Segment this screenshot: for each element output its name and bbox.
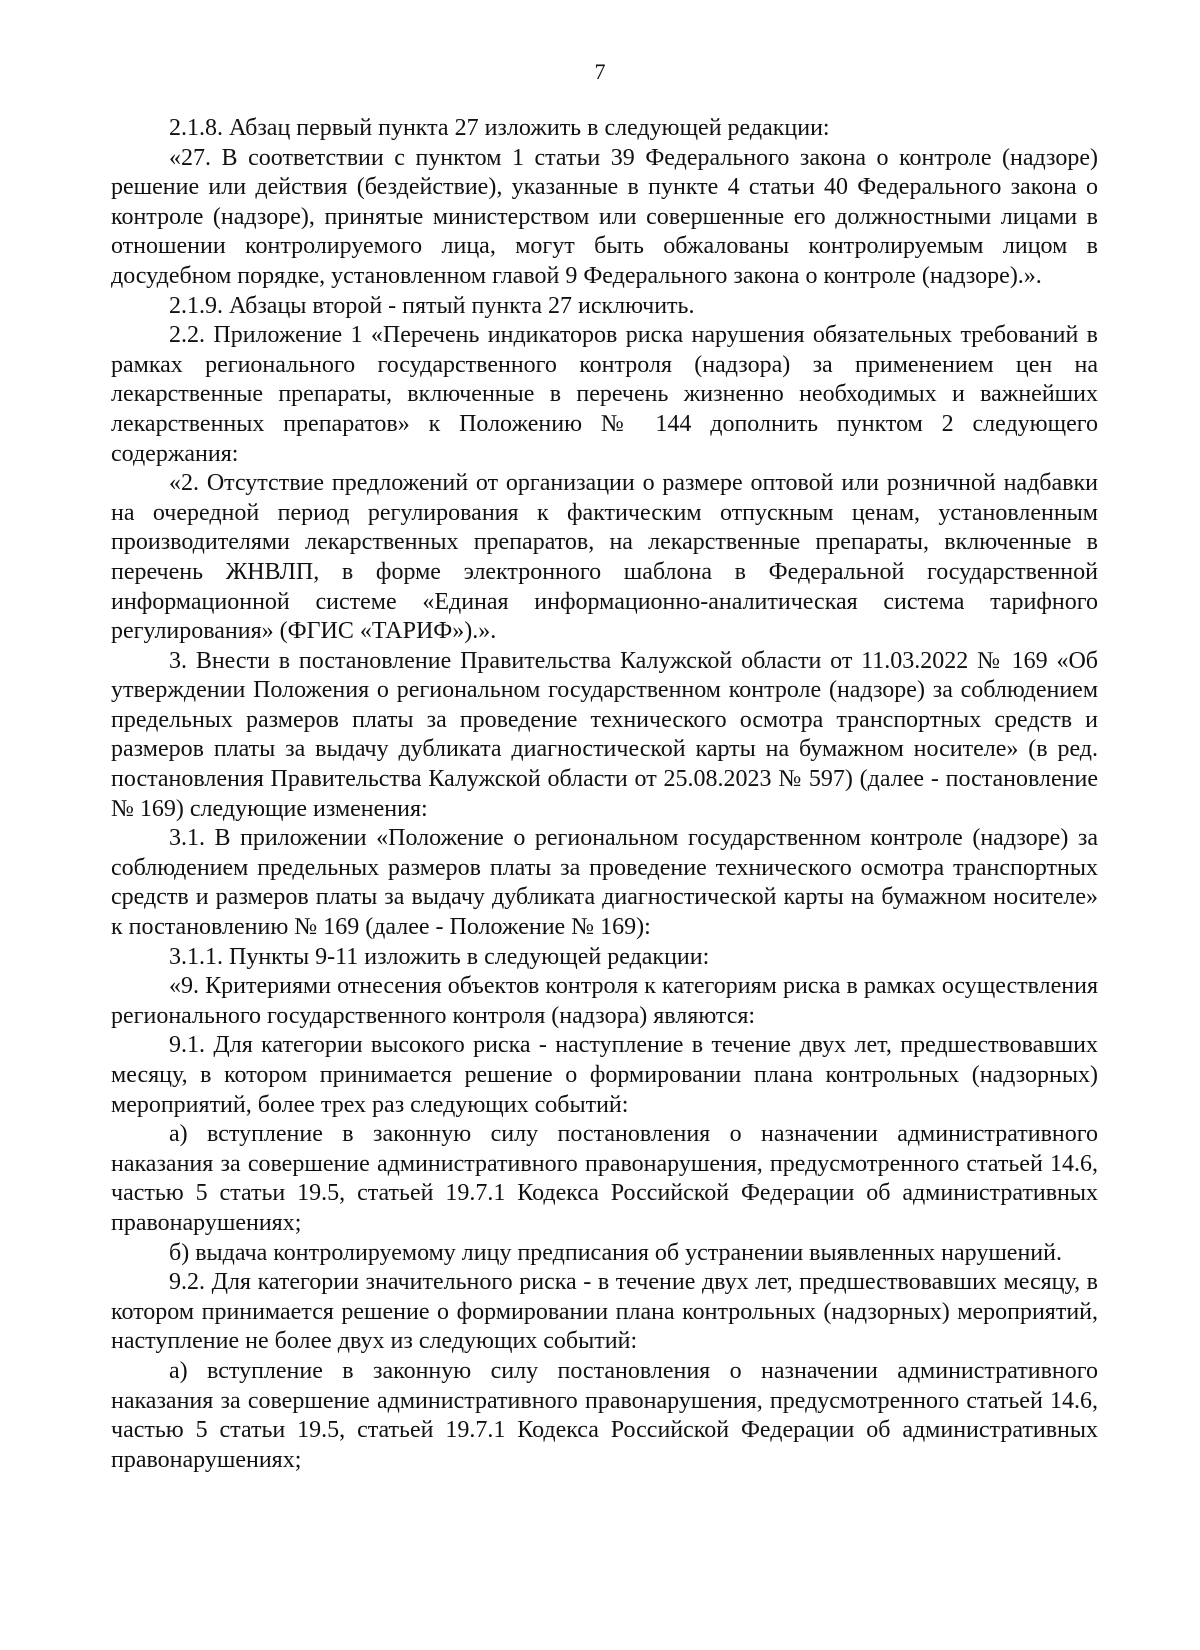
paragraph-3: 3. Внести в постановление Правительства Калужской области от 11.03.2022 № 169 «Об утверждении Положения о региональном государственном контроле (надзоре) за соблюдением предельных размеров платы за проведение технического осмотра транспортных средств и размеров платы за выдачу дубликата диагностической карты на бумажном носителе» (в ред. постановления Правительства Калужской области от 25.08.2023 № 597) (далее - постановление № 169) следующие изменения:: [111, 647, 1098, 822]
paragraph-3-1: 3.1. В приложении «Положение о региональном государственном контроле (надзоре) за соблюдением предельных размеров платы за проведение технического осмотра транспортных средств и размеров платы за выдачу дубликата диагностической карты на бумажном носителе» к постановлению № 169 (далее - Положение № 169):: [111, 825, 1098, 941]
paragraph-2-1-9: 2.1.9. Абзацы второй - пятый пункта 27 исключить.: [169, 292, 695, 319]
paragraph-quote-9: «9. Критериями отнесения объектов контроля к категориям риска в рамках осуществления регионального государственного контроля (надзора) являются:: [111, 973, 1098, 1029]
paragraph-quote-27: «27. В соответствии с пунктом 1 статьи 39 Федерального закона о контроле (надзоре) решение или действия (бездействие), указанные в пункте 4 статьи 40 Федерального закона о контроле (надзоре), принятые министерством или совершенные его должностными лицами в отношении контролируемого лица, могут быть обжалованы контролируемым лицом в досудебном порядке, установленном главой 9 Федерального закона о контроле (надзоре).».: [111, 144, 1098, 289]
document-body: [111, 114, 1098, 1475]
page-number: 7: [594, 59, 606, 84]
paragraph-quote-2: «2. Отсутствие предложений от организации о размере оптовой или розничной надбавки на очередной период регулирования к фактическим отпускным ценам, установленным производителями лекарственных препаратов, на лекарственные препараты, включенные в перечень ЖНВЛП, в форме электронного шаблона в Федеральной государственной информационной системе «Единая информационно-аналитическая система тарифного регулирования» (ФГИС «ТАРИФ»).».: [111, 470, 1098, 645]
paragraph-3-1-1: 3.1.1. Пункты 9-11 изложить в следующей редакции:: [169, 943, 710, 970]
paragraph-9-1: 9.1. Для категории высокого риска - наступление в течение двух лет, предшествовавших месяцу, в котором принимается решение о формировании плана контрольных (надзорных) мероприятий, более трех раз следующих событий:: [111, 1032, 1098, 1118]
paragraph-2-2: 2.2. Приложение 1 «Перечень индикаторов риска нарушения обязательных требований в рамках регионального государственного контроля (надзора) за применением цен на лекарственные препараты, включенные в перечень жизненно необходимых и важнейших лекарственных препаратов» к Положению № 144 дополнить пунктом 2 следующего содержания:: [111, 322, 1098, 467]
paragraph-9-2: 9.2. Для категории значительного риска - в течение двух лет, предшествовавших месяцу, в котором принимается решение о формировании плана контрольных (надзорных) мероприятий, наступление не более двух из следующих событий:: [111, 1269, 1098, 1355]
paragraph-2-1-8: 2.1.8. Абзац первый пункта 27 изложить в следующей редакции:: [169, 115, 830, 141]
paragraph-9-2-a: а) вступление в законную силу постановления о назначении административного наказания за совершение административного правонарушения, предусмотренного статьей 14.6, частью 5 статьи 19.5, статьей 19.7.1 Кодекса Российской Федерации об административных правонарушениях;: [111, 1357, 1098, 1473]
paragraph-9-1-b: б) выдача контролируемому лицу предписания об устранении выявленных нарушений.: [169, 1239, 1062, 1266]
paragraph-9-1-a: а) вступление в законную силу постановления о назначении административного наказания за совершение административного правонарушения, предусмотренного статьей 14.6, частью 5 статьи 19.5, статьей 19.7.1 Кодекса Российской Федерации об административных правонарушениях;: [111, 1121, 1098, 1236]
